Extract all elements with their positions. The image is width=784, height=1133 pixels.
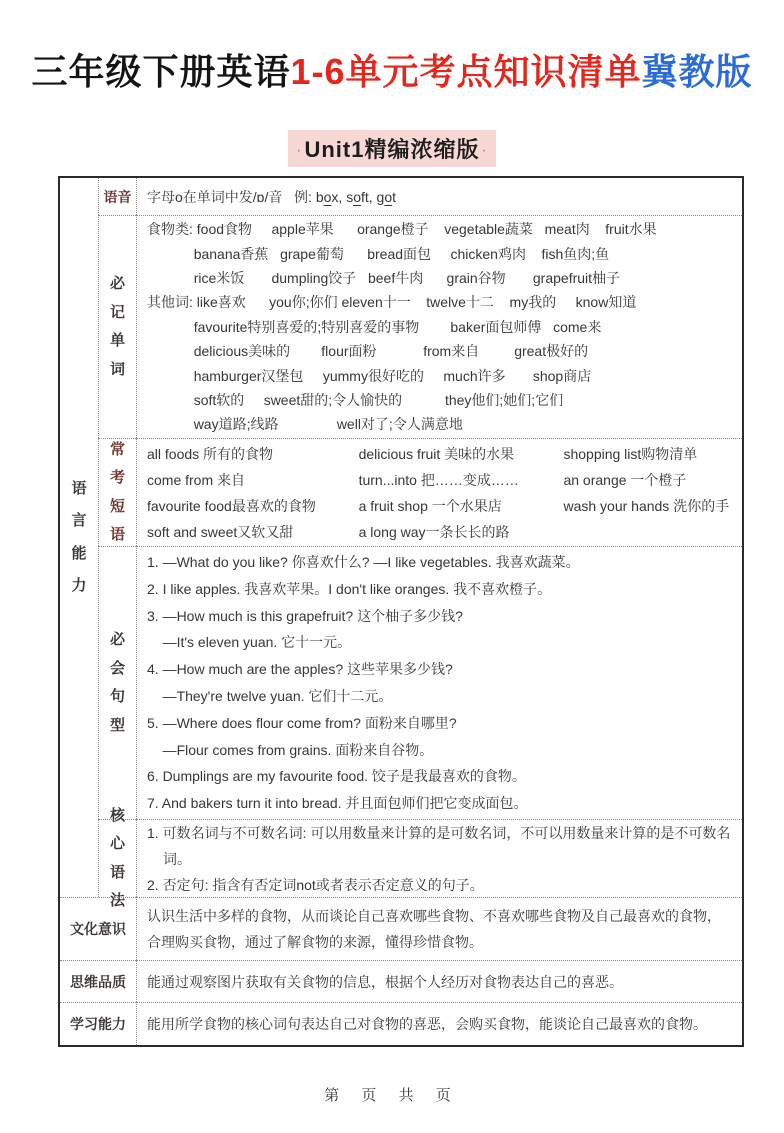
vocab-line: favourite特别喜爱的;特别喜爱的事物 baker面包师傅 come来: [147, 318, 602, 335]
subtitle-text: Unit1精编浓缩版: [304, 137, 480, 162]
phonics-prefix: 字母o在单词中发/ɒ/音 例:: [147, 188, 316, 205]
phrase-item: wash your hands 洗你的手: [563, 497, 730, 514]
vocab-line: hamburger汉堡包 yummy很好吃的 much许多 shop商店: [147, 367, 592, 384]
underlined-letter: o: [353, 188, 361, 205]
vocab-line: delicious美味的 flour面粉 from来自 great极好的: [147, 343, 589, 360]
row-content-key-sentence-patterns: [136, 546, 742, 819]
vocab-line: rice米饭 dumpling饺子 beef牛肉 grain谷物 grapefruit柚子: [147, 269, 621, 286]
row-content-thinking-quality: [136, 960, 742, 1002]
row-label-thinking-quality: 思维品质: [60, 960, 136, 1002]
sentence-line: 1. —What do you like? 你喜欢什么? —I like vegetables. 我喜欢蔬菜。: [147, 554, 580, 571]
phonics-word: box: [315, 188, 339, 205]
page-footer: 第 页 共 页: [324, 1087, 460, 1104]
row-label-must-remember-words: 必记单词: [98, 215, 136, 438]
unit-subtitle: [288, 130, 496, 167]
sentence-line: 7. And bakers turn it into bread. 并且面包师们把它变成面包。: [147, 795, 528, 812]
phrases-grid: [147, 441, 732, 545]
phonics-separator: ,: [338, 188, 347, 205]
phrase-item: shopping list购物清单: [563, 445, 698, 462]
sentence-line: 2. I like apples. 我喜欢苹果。I don't like oranges. 我不喜欢橙子。: [147, 580, 552, 597]
phonics-word: soft: [346, 188, 369, 205]
subtitle-right-dot: ·: [481, 142, 488, 160]
row-label-learning-ability: 学习能力: [60, 1002, 136, 1045]
page-title-blue-part: 冀教版: [641, 51, 753, 92]
page-title: [0, 44, 784, 95]
underlined-letter: o: [384, 188, 393, 205]
row-content-phonics: [136, 178, 742, 215]
page-title-black-part: 三年级下册英语: [31, 51, 291, 92]
phrase-item: turn...into 把……变成……: [358, 471, 519, 488]
language-ability-label: 语言能力: [71, 480, 87, 594]
phrase-item: come from 来自: [147, 471, 246, 488]
phrase-item: all foods 所有的食物: [147, 445, 274, 462]
grammar-line: 1. 可数名词与不可数名词: 可以用数量来计算的是可数名词，不可以用数量来计算的是不可数名词。: [147, 824, 731, 867]
row-content-cultural-awareness: [136, 897, 742, 960]
row-label-key-sentence-patterns: 必会句型: [98, 546, 136, 819]
sentence-line: 3. —How much is this grapefruit? 这个柚子多少钱?: [147, 607, 463, 624]
grammar-line: 2. 否定句: 指含有否定词not或者表示否定意义的句子。: [147, 876, 484, 893]
knowledge-table: [58, 176, 744, 1047]
vocab-line: 其他词: like喜欢 you你;你们 eleven十一 twelve十二 my我的 know知道: [147, 294, 637, 311]
row-content-common-phrases: [136, 438, 742, 546]
phrase-item: delicious fruit 美味的水果: [358, 445, 515, 462]
phrase-item: a fruit shop 一个水果店: [358, 497, 502, 514]
phrase-item: favourite food最喜欢的食物: [147, 497, 316, 514]
vocab-line: 食物类: food食物 apple苹果 orange橙子 vegetable蔬菜 meat肉 fruit水果: [147, 221, 657, 238]
row-content-must-remember-words: [136, 215, 742, 438]
phonics-separator: ,: [368, 188, 377, 205]
sentence-line: 4. —How much are the apples? 这些苹果多少钱?: [147, 661, 453, 678]
row-group-label-language-ability: [60, 178, 98, 897]
sentence-line: 6. Dumplings are my favourite food. 饺子是我最喜欢的食物。: [147, 768, 526, 785]
learning-paragraph: 能用所学食物的核心词句表达自己对食物的喜恶，会购买食物，能谈论自己最喜欢的食物。: [147, 1016, 707, 1032]
unit-subtitle-wrap: [0, 130, 784, 167]
row-label-core-grammar: 核心语法: [98, 819, 136, 897]
sentence-line: —Flour comes from grains. 面粉来自谷物。: [147, 741, 434, 758]
phonics-word: got: [376, 188, 397, 205]
page-title-red-part: 1-6单元考点知识清单: [290, 51, 642, 92]
row-label-phonics: 语音: [98, 178, 136, 215]
thinking-paragraph: 能通过观察图片获取有关食物的信息，根据个人经历对食物表达自己的喜恶。: [147, 973, 623, 990]
culture-paragraph: 认识生活中多样的食物，从而谈论自己喜欢哪些食物、不喜欢哪些食物及自己最喜欢的食物，合理购买食物，通过了解食物的来源，懂得珍惜食物。: [147, 908, 721, 950]
vocab-line: banana香蕉 grape葡萄 bread面包 chicken鸡肉 fish鱼肉;鱼: [147, 245, 610, 262]
row-content-learning-ability: [136, 1002, 742, 1045]
row-label-common-phrases: 常考短语: [98, 438, 136, 546]
subtitle-left-dot: ·: [296, 142, 303, 160]
sentence-line: —It's eleven yuan. 它十一元。: [147, 634, 352, 651]
sentence-line: —They're twelve yuan. 它们十二元。: [147, 688, 393, 704]
phrase-item: a long way一条长长的路: [358, 523, 510, 540]
phrase-item: soft and sweet又软又甜: [147, 523, 294, 540]
vocab-line: way道路;线路 well对了;令人满意地: [147, 416, 463, 433]
vocab-line: soft软的 sweet甜的;令人愉快的 they他们;她们;它们: [147, 392, 564, 409]
phonics-line: [147, 187, 732, 207]
row-content-core-grammar: [136, 819, 742, 897]
underlined-letter: o: [323, 188, 332, 205]
phrase-item: an orange 一个橙子: [563, 471, 687, 488]
row-label-cultural-awareness: 文化意识: [60, 897, 136, 960]
sentence-line: 5. —Where does flour come from? 面粉来自哪里?: [147, 714, 457, 731]
